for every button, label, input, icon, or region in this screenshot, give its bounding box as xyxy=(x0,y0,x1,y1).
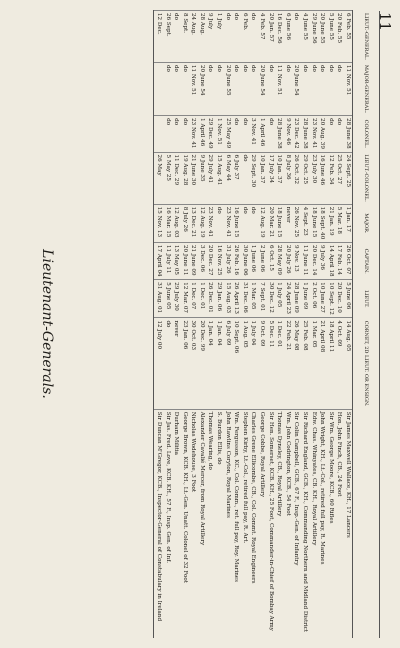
table-row xyxy=(232,11,241,639)
date-cell: 7 Sept. 01 xyxy=(257,280,266,318)
date-cell: 30 Dec. 12 xyxy=(266,280,275,318)
date-cell: do xyxy=(180,116,189,152)
date-cell: do xyxy=(318,62,327,115)
date-cell: 29 July 41 xyxy=(206,152,215,204)
date-cell: 20 Dec. 27 xyxy=(206,242,215,279)
date-cell: 13 Dec. 21 xyxy=(189,204,198,242)
date-cell: 17 Feb. 14 xyxy=(335,242,344,279)
date-cell: 23 Jan. 06 xyxy=(180,318,189,409)
date-cell: 16 June 15 xyxy=(232,204,241,242)
date-cell: 20 June 55 xyxy=(318,11,327,63)
date-cell: 20 June 54 xyxy=(292,62,301,115)
date-cell: 26 Dec. 01 xyxy=(206,280,215,318)
date-cell: do xyxy=(335,116,344,152)
date-cell: 28 May 09 xyxy=(275,242,284,279)
officer-name: Wm. Fergusson, KC., Col. Comm., ret. full pay, Roy. Marines xyxy=(232,409,241,638)
table-row xyxy=(309,11,318,639)
date-cell: do xyxy=(163,116,172,152)
table-body xyxy=(154,11,353,639)
officer-name: Sir Jas. Fred. Love, KCB. KH., 57 F., Insp. Gen. of Inf. xyxy=(163,409,172,638)
date-cell: 9 July xyxy=(206,11,215,63)
date-cell: 1 Mar. 05 xyxy=(249,280,258,318)
date-cell: 16 Mar. 15 xyxy=(163,204,172,242)
officer-name: Nicholas Wodehouse, 3 Foot xyxy=(189,409,198,638)
date-cell: 24 April 23 xyxy=(283,280,292,318)
date-cell: 15 Nov. 13 xyxy=(154,204,163,242)
date-cell: 23 Nov. 41 xyxy=(206,204,215,242)
date-cell: 4 June 55 xyxy=(300,11,309,63)
date-cell: 10 Jan. 37 xyxy=(275,152,284,204)
date-cell: 2 Oct. 06 xyxy=(309,280,318,318)
date-cell: 25 Oct. 27 xyxy=(335,152,344,204)
table-row xyxy=(343,11,352,639)
date-cell: 23 July 30 xyxy=(309,152,318,204)
date-cell: do xyxy=(300,62,309,115)
date-cell: 20 June 55 xyxy=(223,62,232,115)
date-cell: 25 May 49 xyxy=(223,116,232,152)
table-row xyxy=(206,11,215,639)
date-cell: 23 Dec. 42 xyxy=(292,116,301,152)
date-cell xyxy=(154,62,163,115)
date-cell: 11 Nov. 51 xyxy=(275,62,284,115)
officer-name: Sir James Maxwell Wallace, KH., 17 Lancers xyxy=(343,409,352,638)
date-cell: 12 Aug. 03 xyxy=(172,204,181,242)
date-cell: 11 July 11 xyxy=(163,242,172,279)
table-row xyxy=(326,11,335,639)
date-cell: 6 May 44 xyxy=(223,152,232,204)
date-cell: do xyxy=(206,62,215,115)
date-cell: 3 Dec. 06 xyxy=(197,242,206,279)
date-cell: 9 July 36 xyxy=(318,242,327,279)
date-cell: 29 Sept. 30 xyxy=(249,152,258,204)
date-cell: 12 July 00 xyxy=(154,318,163,409)
date-cell: 20 Aug. 39 xyxy=(318,116,327,152)
date-cell: do xyxy=(223,11,232,63)
table-row xyxy=(163,11,172,639)
page-title: Lieutenant-Generals. xyxy=(39,249,55,399)
table-row xyxy=(249,11,258,639)
date-cell: 16 Dec. 56 xyxy=(275,11,284,63)
date-cell: 6 July 37 xyxy=(232,152,241,204)
table-row xyxy=(223,11,232,639)
date-cell: 17 July 34 xyxy=(266,152,275,204)
officer-name: Hon. John Finch, CB., 24 Foot xyxy=(335,409,344,638)
date-cell: do xyxy=(163,318,172,409)
date-cell: 31 Dec. 06 xyxy=(240,280,249,318)
date-cell: 5 June 06 xyxy=(343,280,352,318)
date-cell: do xyxy=(240,116,249,152)
table-row xyxy=(275,11,284,639)
date-cell: 25 Feb. 08 xyxy=(300,318,309,409)
officer-name: George Brown, KCB. KH., Lt.-Gen. Unatt. Colonel of 32 Foot xyxy=(180,409,189,638)
date-cell: 14 Aug. 05 xyxy=(343,318,352,409)
date-cell: 31 Aug. 01 xyxy=(154,280,163,318)
date-cell: 9 Oct. 09 xyxy=(257,318,266,409)
date-cell: 1 July xyxy=(215,11,224,63)
date-cell: 5 Mar. 18 xyxy=(335,204,344,242)
date-cell: do xyxy=(232,11,241,63)
date-cell: 5 June 05 xyxy=(163,280,172,318)
date-cell: 8 July 36 xyxy=(283,152,292,204)
date-cell: 4 Feb. 57 xyxy=(257,11,266,63)
date-cell: 21 April 08 xyxy=(318,318,327,409)
date-cell: do xyxy=(335,62,344,115)
date-cell: 31 July 26 xyxy=(223,242,232,279)
date-cell: 1 Jan. 17 xyxy=(343,204,352,242)
officer-name: John Wright, KH., Lt.-Col., retired full pay, R. Marines xyxy=(318,409,327,638)
date-cell: 30 Oct. 03 xyxy=(189,318,198,409)
date-cell: 26 Sept. xyxy=(163,11,172,63)
officer-name: John Rawlins Coryton, Royal Marines xyxy=(223,409,232,638)
date-cell: 3 Nov. 41 xyxy=(249,116,258,152)
date-cell: 29 July 30 xyxy=(172,280,181,318)
date-cell: 13 May 05 xyxy=(172,242,181,279)
table-row xyxy=(172,11,181,639)
date-cell: 1 Jan. 04 xyxy=(206,318,215,409)
date-cell: 30 June 06 xyxy=(240,242,249,279)
date-cell: do xyxy=(232,116,241,152)
date-cell: do xyxy=(215,62,224,115)
date-cell: 1 July 04 xyxy=(249,318,258,409)
date-cell: 11 Nov. 51 xyxy=(189,62,198,115)
column-header xyxy=(353,409,380,638)
date-cell: 20 Feb. 55 xyxy=(335,11,344,63)
date-cell: 1 Dec. 01 xyxy=(197,280,206,318)
date-cell: 6 July 09 xyxy=(223,318,232,409)
officer-name: Edw. Chas. Whinyates, CB. KH., Royal Artillery xyxy=(309,409,318,638)
date-cell: 24 Sept. 25 xyxy=(343,152,352,204)
date-cell: 9 Nov. 46 xyxy=(283,116,292,152)
table-row xyxy=(240,11,249,639)
date-cell: do xyxy=(266,116,275,152)
officer-name: Sir Duncan M'Gregor, KCB., Inspector-General of Constabulary in Ireland xyxy=(154,409,163,638)
date-cell: 28 June 38 xyxy=(343,116,352,152)
date-cell: never xyxy=(283,204,292,242)
date-cell: do xyxy=(172,116,181,152)
officer-name: Durham Militia xyxy=(172,409,181,638)
table-row xyxy=(335,11,344,639)
date-cell: 12 Dec. xyxy=(154,11,163,63)
officer-name: George Cobbe, Royal Artillery xyxy=(257,409,266,638)
table-row xyxy=(215,11,224,639)
date-cell: do xyxy=(326,116,335,152)
date-cell: 11 June 11 xyxy=(300,242,309,279)
date-cell: 1 June 09 xyxy=(300,280,309,318)
date-cell: do xyxy=(249,62,258,115)
date-cell: 26 Nov. 25 xyxy=(292,204,301,242)
column-header: CAPTAIN. xyxy=(353,242,380,279)
date-cell: do xyxy=(326,62,335,115)
date-cell: 4 Oct. 09 xyxy=(335,318,344,409)
date-cell: do xyxy=(266,62,275,115)
date-cell: 12 Aug. 19 xyxy=(197,204,206,242)
date-cell: 18 June 15 xyxy=(309,204,318,242)
date-cell: 23 Nov. 41 xyxy=(189,116,198,152)
date-cell: do xyxy=(240,152,249,204)
date-cell: 1 June 06 xyxy=(249,242,258,279)
date-cell: do xyxy=(309,62,318,115)
date-cell: 18 June 15 xyxy=(275,204,284,242)
date-cell: 20 Dec. 14 xyxy=(309,242,318,279)
date-cell: 19 Aug. 28 xyxy=(180,152,189,204)
date-cell: do xyxy=(172,62,181,115)
date-cell: 14 April 18 xyxy=(326,242,335,279)
date-cell: do xyxy=(249,11,258,63)
officer-name: Sir Colin Campbell, GCB., 67 F., Insp.-Gen. of Infantry xyxy=(292,409,301,638)
date-cell: 26 Oct. 32 xyxy=(292,152,301,204)
table-header-row xyxy=(353,11,380,639)
date-cell: 8 July 26 xyxy=(180,204,189,242)
date-cell: 11 Dec. 29 xyxy=(172,152,181,204)
officer-name: Thomas Dyneley, CB., Royal Artillery xyxy=(275,409,284,638)
table-row xyxy=(180,11,189,639)
table-row xyxy=(197,11,206,639)
date-cell: 5 June 55 xyxy=(326,11,335,63)
date-cell: do xyxy=(172,11,181,63)
date-cell: 26 May xyxy=(154,152,163,204)
date-cell: do xyxy=(180,62,189,115)
date-cell: 18 April 11 xyxy=(326,318,335,409)
date-cell: 18 Sept. 40 xyxy=(318,204,327,242)
date-cell: 28 Aug. xyxy=(197,11,206,63)
date-cell: 1 Nov. 51 xyxy=(215,116,224,152)
date-cell: 20 July 26 xyxy=(283,242,292,279)
date-cell: 5 Dec. 11 xyxy=(266,318,275,409)
date-cell: 29 Jan. 06 xyxy=(215,280,224,318)
date-cell: 21 June 30 xyxy=(189,152,198,204)
table-row xyxy=(283,11,292,639)
date-cell: do xyxy=(292,11,301,63)
officer-name: Charles Grene Ellicombe, CB., Col. Commt. Royal Engineers xyxy=(249,409,258,638)
date-cell: 10 Jan. 37 xyxy=(257,152,266,204)
date-cell xyxy=(154,116,163,152)
date-cell: 6 Oct. 15 xyxy=(266,242,275,279)
officer-name: Wm. John Codrington, KCB., 54 Foot xyxy=(283,409,292,638)
officer-name: S. Burdon Ellis, do xyxy=(215,409,224,638)
column-header: MAJOR-GENERAL. xyxy=(353,62,380,115)
date-cell: 1 Dec. 07 xyxy=(189,280,198,318)
table-row xyxy=(300,11,309,639)
date-cell: do xyxy=(163,62,172,115)
date-cell: 1 Jan. 04 xyxy=(215,318,224,409)
date-cell: 26 Oct. 07 xyxy=(343,242,352,279)
date-cell: 2 June 06 xyxy=(257,242,266,279)
date-cell: do xyxy=(249,204,258,242)
table-row xyxy=(257,11,266,639)
date-cell: 10 Sept. 12 xyxy=(326,280,335,318)
date-cell: do xyxy=(232,62,241,115)
column-header: LIEUT. xyxy=(353,280,380,318)
date-cell: 23 Nov. 41 xyxy=(309,116,318,152)
date-cell: 8 Sept. xyxy=(180,11,189,63)
column-header: MAJOR. xyxy=(353,204,380,242)
date-cell: 1 Aug. 05 xyxy=(240,318,249,409)
officer-name: Sir Richard England, GCB., KH., Commanding Northern and Midland District xyxy=(300,409,309,638)
date-cell: 21 June 09 xyxy=(189,242,198,279)
date-cell: 9 June 35 xyxy=(197,152,206,204)
date-cell: 20 June 54 xyxy=(197,62,206,115)
date-cell: 1 April 46 xyxy=(257,116,266,152)
officer-name: Alexander Cavalié Mercer, from Royal Artillery xyxy=(197,409,206,638)
date-cell: 17 April 04 xyxy=(154,242,163,279)
officer-name: Sir Wm. George Moore, KCB., 60 Rifles xyxy=(326,409,335,638)
date-cell: do xyxy=(240,62,249,115)
date-cell: 15 Aug. 41 xyxy=(215,152,224,204)
table-row xyxy=(318,11,327,639)
column-header: LIEUT.-GENERAL. xyxy=(353,11,380,63)
date-cell: 16 June 46 xyxy=(318,152,327,204)
date-cell: 11 Nov. 51 xyxy=(343,62,352,115)
page-number: 11 xyxy=(376,12,394,32)
date-cell: 21 Jan. 19 xyxy=(326,204,335,242)
date-cell: 6 Feb. 55 xyxy=(343,11,352,63)
date-cell: 23 Nov. 41 xyxy=(223,204,232,242)
date-cell: do xyxy=(240,204,249,242)
date-cell: 20 Dec. 99 xyxy=(197,318,206,409)
date-cell: 1 Dec. 01 xyxy=(275,318,284,409)
column-header: COLONEL. xyxy=(353,116,380,152)
date-cell: do xyxy=(215,204,224,242)
column-header: LIEUT.-COLONEL. xyxy=(353,152,380,204)
date-cell: 29 Dec. 49 xyxy=(206,116,215,152)
date-cell: 24 Aug. xyxy=(189,11,198,63)
date-cell: 26 May 08 xyxy=(292,318,301,409)
date-cell: 12 Mar. 07 xyxy=(180,280,189,318)
date-cell: 20 Jan. 57 xyxy=(266,11,275,63)
date-cell: 1 Mar. 05 xyxy=(309,318,318,409)
date-cell: 20 Mar. 21 xyxy=(266,204,275,242)
date-cell: 5 May 25 xyxy=(163,152,172,204)
date-cell: 26 Feb. 16 xyxy=(232,242,241,279)
date-cell: 1 July 05 xyxy=(275,280,284,318)
table-row xyxy=(266,11,275,639)
date-cell: 1 April 46 xyxy=(197,116,206,152)
date-cell: 28 June 09 xyxy=(292,280,301,318)
date-cell: 12 Aug. 19 xyxy=(257,204,266,242)
officers-table xyxy=(153,10,380,638)
table-row xyxy=(189,11,198,639)
date-cell: 10 June 27 xyxy=(318,280,327,318)
date-cell: never xyxy=(172,318,181,409)
date-cell: 20 June 11 xyxy=(180,242,189,279)
date-cell: 26 April 13 xyxy=(232,280,241,318)
officer-name: Stephen Kirby, Lt.-Col., retired full pay, R. Art. xyxy=(240,409,249,638)
date-cell: 16 Nov. 25 xyxy=(215,242,224,279)
column-header: CORNET, 2D LIEUT. OR ENSIGN. xyxy=(353,318,380,409)
date-cell: 9 Nov. 13 xyxy=(292,242,301,279)
date-cell: 15 Aug. 03 xyxy=(223,280,232,318)
date-cell: 28 June 38 xyxy=(275,116,284,152)
officer-name: Thomas Wearing, do xyxy=(206,409,215,638)
date-cell: 29 Oct. 25 xyxy=(300,152,309,204)
date-cell: 6 Feb. xyxy=(240,11,249,63)
date-cell: 22 Feb. 21 xyxy=(283,318,292,409)
date-cell: 29 June 56 xyxy=(309,11,318,63)
date-cell: 12 Feb. 34 xyxy=(326,152,335,204)
date-cell: 10 Sept. 06 xyxy=(232,318,241,409)
date-cell: 6 June 56 xyxy=(283,11,292,63)
date-cell: 4 Sept. 23 xyxy=(300,204,309,242)
table-row xyxy=(292,11,301,639)
date-cell: do xyxy=(283,62,292,115)
date-cell: 20 Dec. 10 xyxy=(335,280,344,318)
date-cell: 28 June 38 xyxy=(300,116,309,152)
officer-name: Sir Hen. Somerset, KCB. KH., 25 Foot, Commander-in-Chief of Bombay Army xyxy=(266,409,275,638)
date-cell: 20 June 54 xyxy=(257,62,266,115)
table-row xyxy=(154,11,163,639)
